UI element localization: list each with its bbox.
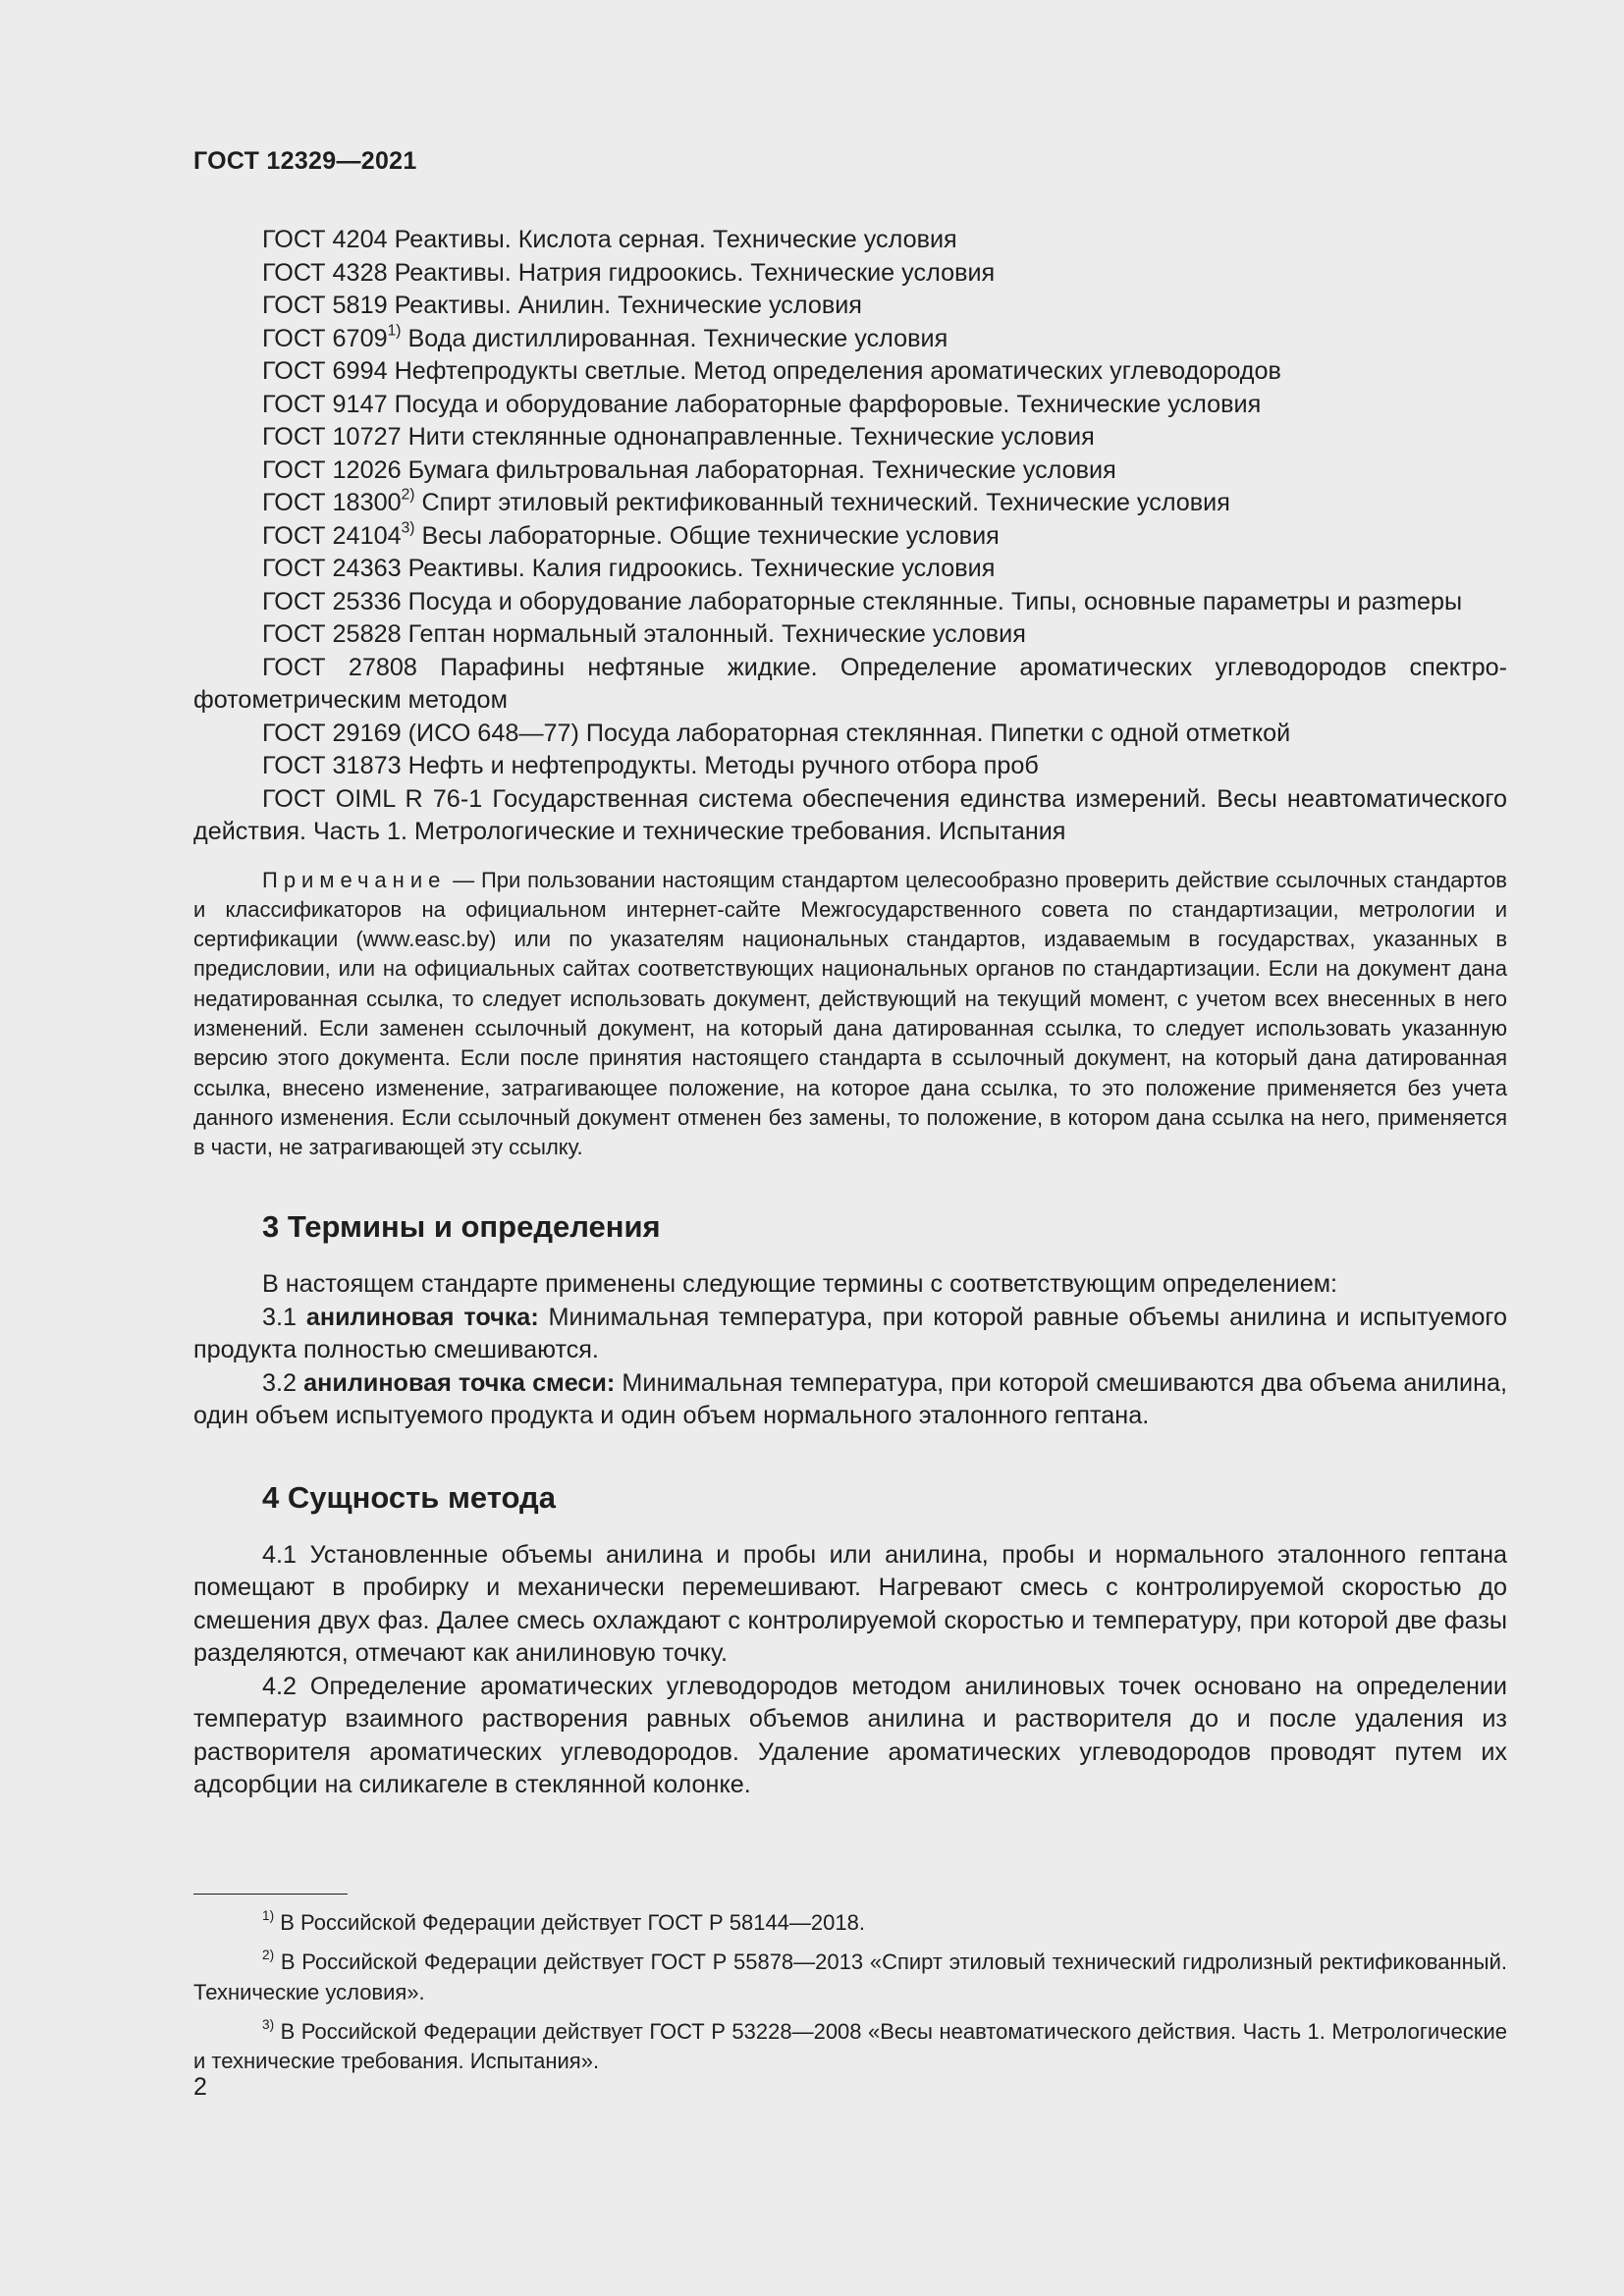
reference-code: ГОСТ 25336 (262, 587, 402, 615)
reference-item (193, 355, 1507, 389)
reference-title: Вода дистиллированная. Технические условия (401, 324, 948, 352)
term-name: анилиновая точка: (305, 1303, 539, 1331)
reference-item (193, 224, 1507, 257)
reference-title: Гептан нормальный эталонный. Технические условия (401, 620, 1026, 648)
reference-code: ГОСТ 9147 (262, 390, 388, 418)
footnote-item (193, 1908, 1507, 1938)
footnote-item (193, 1948, 1507, 2007)
reference-item (193, 586, 1507, 619)
reference-item (193, 618, 1507, 652)
reference-code: ГОСТ 12026 (262, 455, 402, 484)
reference-code: ГОСТ 5819 (262, 292, 388, 319)
section-4-title: 4 Сущность метода (262, 1479, 556, 1515)
reference-item (193, 290, 1507, 323)
footnote-mark: 3) (262, 2016, 275, 2032)
reference-code: ГОСТ 18300 (262, 489, 402, 516)
reference-item (193, 257, 1507, 291)
footnote-text: В Российской Федерации действует ГОСТ Р 55878—2013 «Спирт этиловый технический гидролизный ректификованный. Технические условия». (193, 1949, 1507, 2004)
reference-title: Парафины нефтяные жидкие. Определение ароматических углеводородов спектрофотометрическим методом (193, 653, 1508, 714)
reference-title: Посуда и оборудование лабораторные фарфоровые. Технические условия (387, 390, 1262, 418)
reference-code: ГОСТ 25828 (262, 620, 402, 648)
term-definition (193, 1302, 1507, 1367)
reference-code: ГОСТ 4204 (262, 226, 388, 253)
reference-code: ГОСТ 6709 (262, 324, 388, 352)
term-definition (193, 1367, 1507, 1433)
term-name: анилиновая точка смеси: (303, 1368, 616, 1397)
reference-title: (ИСО 648—77) Посуда лабораторная стеклянная. Пипетки с одной отметкой (401, 719, 1291, 747)
footnote-mark: 2) (401, 486, 415, 504)
footnote-text: В Российской Федерации действует ГОСТ Р 58144—2018. (274, 1910, 865, 1935)
term-text: Минимальная температура, при которой равные объемы анилина и испытуемого продукта полностью смешиваются. (193, 1303, 1507, 1364)
reference-item (193, 718, 1507, 751)
reference-item (193, 323, 1507, 356)
reference-title: Нефтепродукты светлые. Метод определения ароматических углеводородов (387, 357, 1281, 385)
reference-title: Нити стеклянные однонаправленные. Технические условия (401, 423, 1095, 451)
reference-code: ГОСТ 27808 (262, 653, 417, 681)
section-3-title: 3 Термины и определения (262, 1209, 661, 1245)
section-3-intro: В настоящем стандарте применены следующие термины с соответствующим определением: (262, 1270, 1338, 1299)
reference-item (193, 421, 1507, 454)
term-text: Минимальная температура, при которой смешиваются два объема анилина, один объем испытуемого продукта и один объем нормального эталонного гептана. (193, 1368, 1507, 1430)
reference-code: ГОСТ OIML R 76-1 (262, 784, 483, 813)
reference-title: Реактивы. Натрия гидроокись. Технические условия (387, 258, 996, 287)
reference-item (193, 389, 1507, 422)
page-header: ГОСТ 12329—2021 (193, 147, 417, 175)
term-number: 3.1 (262, 1303, 306, 1331)
reference-code: ГОСТ 31873 (262, 752, 402, 779)
reference-title: Бумага фильтровальная лабораторная. Технические условия (401, 455, 1116, 484)
footnote-mark: 1) (262, 1907, 275, 1923)
note-dash: — (446, 867, 481, 892)
reference-title: Реактивы. Анилин. Технические условия (387, 292, 862, 319)
footnotes (193, 1894, 1507, 2086)
reference-title: Посуда и оборудование лабораторные стеклянные. Типы, основные параметры и разmеры (401, 587, 1463, 615)
reference-item (193, 487, 1507, 520)
reference-code: ГОСТ 24363 (262, 555, 402, 582)
footnote-mark: 2) (262, 1948, 275, 1963)
reference-item (193, 750, 1507, 783)
reference-title: Нефть и нефтепродукты. Методы ручного отбора проб (401, 752, 1039, 779)
section-4-paragraph: 4.2 Определение ароматических углеводородов методом анилиновых точек основано на определении температур взаимного растворения равных объемов анилина и растворителя до и после удаления из растворителя ароматических углеводородов. Удаление ароматических углеводородов проводят путем их адсорбции на силикагеле в стеклянной колонке. (193, 1672, 1507, 1799)
note-paragraph (193, 866, 1507, 1163)
footnote-item (193, 2017, 1507, 2077)
reference-item (193, 520, 1507, 554)
reference-title: Реактивы. Кислота серная. Технические условия (387, 226, 957, 253)
section-4-paragraph: 4.1 Установленные объемы анилина и пробы или анилина, пробы и нормального эталонного гептана помещают в пробирку и механически перемешивают. Нагревают смесь с контролируемой скоростью до смешения двух фаз. Далее смесь охлаждают с контролируемой скоростью и температуру, при которой две фазы разделяются, отмечают как анилиновую точку. (193, 1540, 1507, 1668)
footnote-text: В Российской Федерации действует ГОСТ Р 53228—2008 «Весы неавтоматического действия. Часть 1. Метрологические и технические требования. Испытания». (193, 2018, 1507, 2074)
reference-item (193, 783, 1507, 849)
reference-code: ГОСТ 10727 (262, 423, 402, 451)
page-number: 2 (193, 2073, 207, 2101)
reference-code: ГОСТ 4328 (262, 258, 388, 287)
reference-title: Реактивы. Калия гидроокись. Технические условия (401, 555, 996, 582)
reference-title: Государственная система обеспечения единства измерений. Весы неавтоматического действия. Часть 1. Метрологические и технические требования. Испытания (193, 784, 1508, 845)
footnote-separator (193, 1894, 348, 1895)
reference-item (193, 454, 1507, 488)
reference-item (193, 652, 1507, 718)
term-number: 3.2 (262, 1368, 304, 1397)
reference-title: Спирт этиловый ректификованный технический. Технические условия (414, 489, 1230, 516)
note-text: При пользовании настоящим стандартом целесообразно проверить действие ссылочных стандартов и классификаторов на официальном интернет-сайте Межгосударственного совета по стандартизации, метрологии и сертификации (www.easc.by) или по указателям национальных стандартов, издаваемым в государствах, указанных в предисловии, или на официальных сайтах соответствующих национальных органов по стандартизации. Если на документ дана недатированная ссылка, то следует использовать документ, действующий на текущий момент, с учетом всех внесенных в него изменений. Если заменен ссылочный документ, на который дана датированная ссылка, то следует использовать указанную версию этого документа. Если после принятия настоящего стандарта в ссылочный документ, на который дана датированная ссылка, внесено изменение, затрагивающее положение, на которое дана ссылка, то это положение применяется без учета данного изменения. Если ссылочный документ отменен без замены, то положение, в котором дана ссылка на него, применяется в части, не затрагивающей эту ссылку. (193, 867, 1507, 1160)
reference-title: Весы лабораторные. Общие технические условия (414, 521, 1000, 550)
reference-list (193, 224, 1507, 849)
reference-code: ГОСТ 29169 (262, 719, 402, 747)
page-content (193, 224, 1507, 1802)
reference-code: ГОСТ 6994 (262, 357, 388, 385)
reference-item (193, 553, 1507, 586)
reference-code: ГОСТ 24104 (262, 521, 402, 550)
footnote-mark: 1) (387, 321, 402, 339)
footnote-mark: 3) (401, 518, 415, 536)
note-label: Примечание (262, 867, 447, 892)
